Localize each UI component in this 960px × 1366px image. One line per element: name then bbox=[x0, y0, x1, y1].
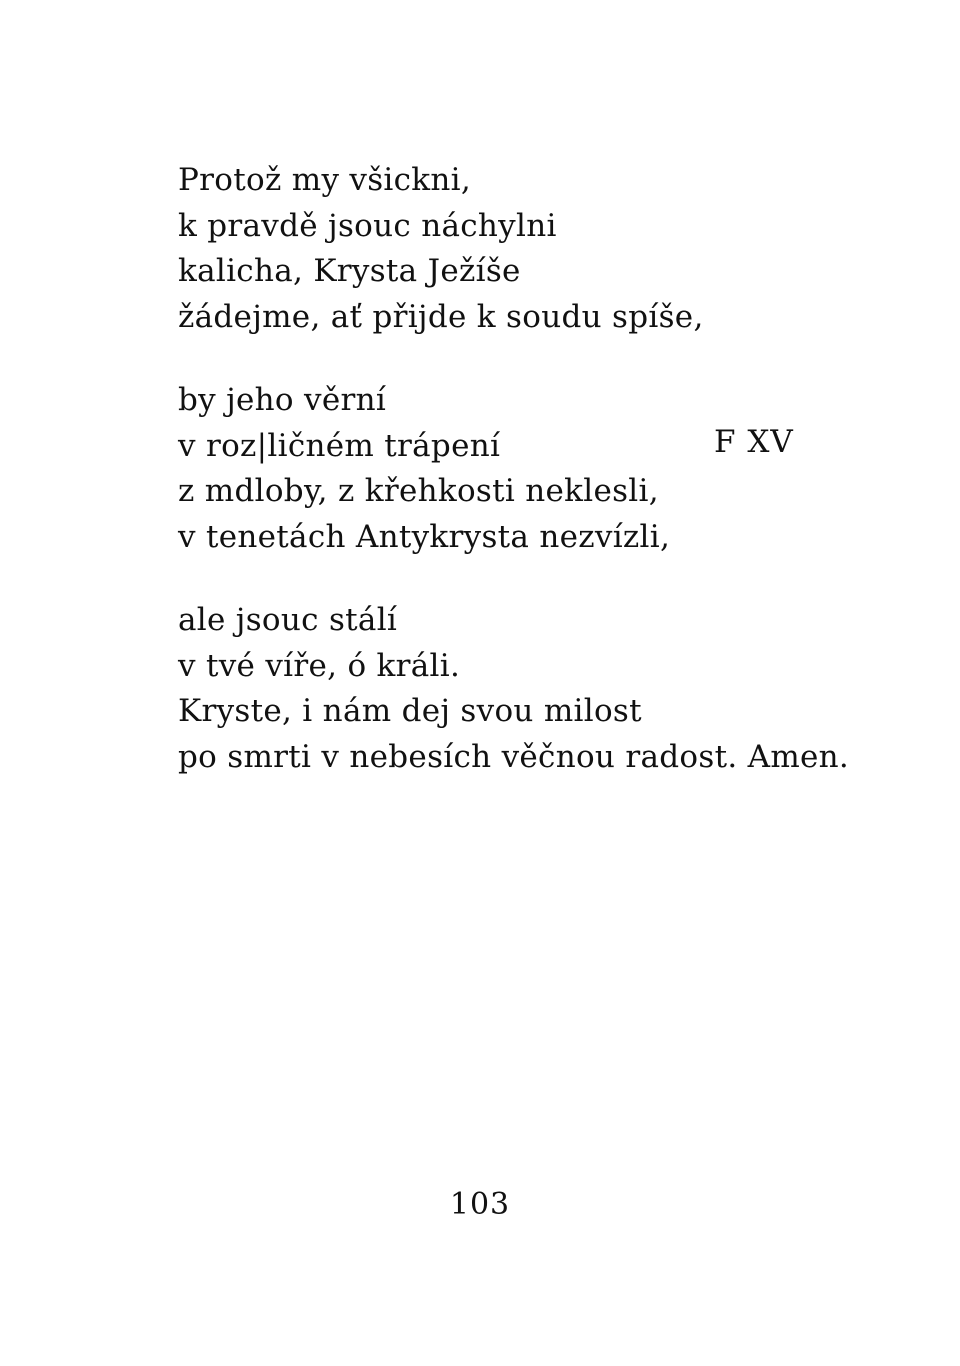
stanza-1 bbox=[178, 158, 818, 340]
poem-line: v tvé víře, ó králi. bbox=[178, 647, 461, 684]
stanza-2 bbox=[178, 378, 818, 560]
poem-line: v roz|ličném trápení bbox=[178, 427, 501, 464]
poem-line: kalicha, Krysta Ježíše bbox=[178, 253, 521, 289]
poem-line: v tenetách Antykrysta nezvízli, bbox=[178, 518, 671, 555]
poem-line: Kryste, i nám dej svou milost bbox=[178, 693, 642, 729]
poem-line: žádejme, ať přijde k soudu spíše, bbox=[178, 298, 704, 335]
poem-line: Protož my všickni, bbox=[178, 162, 472, 198]
stanza-3 bbox=[178, 598, 850, 780]
poem-line: k pravdě jsouc náchylni bbox=[178, 207, 557, 244]
poem-line: ale jsouc stálí bbox=[178, 602, 398, 638]
page-number: 103 bbox=[449, 1187, 511, 1222]
poem-text bbox=[178, 158, 850, 780]
marginal-source-note: F XV bbox=[714, 424, 794, 460]
poem-line: z mdloby, z křehkosti neklesli, bbox=[178, 473, 659, 509]
poem-line: po smrti v nebesích věčnou radost. Amen. bbox=[178, 738, 850, 775]
poem-line: by jeho věrní bbox=[178, 382, 387, 418]
